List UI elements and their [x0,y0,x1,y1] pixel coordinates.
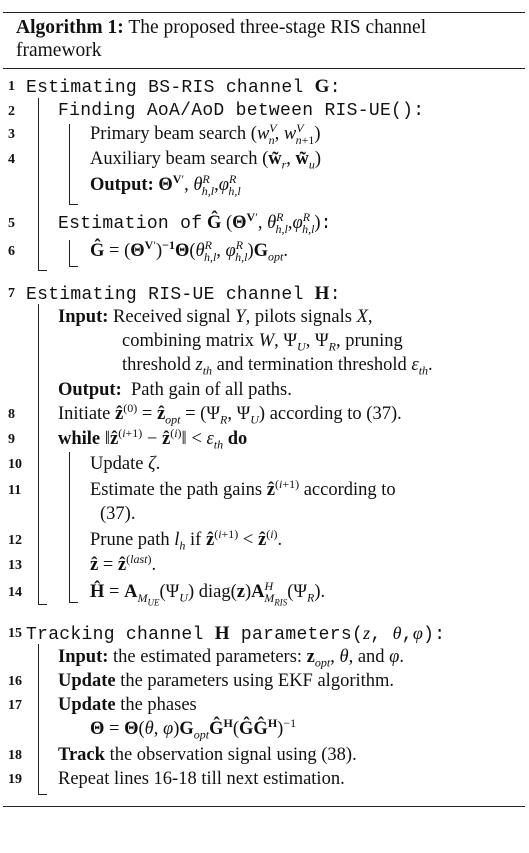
block-hook-stage3 [38,794,47,795]
line-text: Primary beam search ($w^V_n$, $w^V_{n+1}$) [90,120,321,147]
block-bar-finding [69,124,70,204]
line-number: 15 [8,626,22,641]
line-number: 6 [8,244,15,259]
block-hook-stage2 [38,604,47,605]
line-text: Input: the estimated parameters: $z_{opt}$, θ, and φ. [58,647,405,670]
line-text: while ‖ẑ$^{(i+1)}$ − ẑ$^{(i)}$‖ < $\varepsilon_{th}$ do [58,425,248,452]
block-bar-stage3 [38,644,39,794]
block-bar-estimation [69,240,70,266]
block-hook-while [69,602,78,603]
line-text: Estimating BS-RIS channel G: [26,76,341,98]
line-number: 11 [8,483,22,498]
line-text: threshold $z_{th}$ and termination threshold $\varepsilon_{th}$. [122,355,433,378]
bottom-rule [3,806,525,807]
line-text: Initiate ẑ$^{(0)}$ = ẑ$_{opt}$ = ($\Psi_R$, $\Psi_U$) according to (37). [58,400,402,427]
block-hook-stage1 [38,270,47,271]
line-number: 19 [8,772,22,787]
line-number: 9 [8,432,15,447]
line-text: Input: Received signal Y, pilots signals X, [58,307,373,327]
line-number: 12 [8,533,22,548]
line-text: (37). [100,504,136,524]
block-hook-finding [69,204,78,205]
line-text: Repeat lines 16-18 till next estimation. [58,769,345,789]
line-number: 2 [8,104,15,119]
block-bar-while [69,452,70,602]
line-text: Output: Path gain of all paths. [58,380,292,400]
line-number: 13 [8,558,22,573]
line-text: Finding AoA/AoD between RIS-UE(): [58,101,425,121]
line-number: 16 [8,674,22,689]
block-bar-stage1 [38,98,39,270]
caption-rule [3,68,525,69]
block-hook-estimation [69,266,78,267]
algorithm-caption [16,16,486,62]
line-number: 1 [8,79,15,94]
line-number: 8 [8,407,15,422]
line-text: Tracking channel H parameters(z, θ,φ): [26,623,446,645]
line-number: 3 [8,127,15,142]
line-number: 17 [8,698,22,713]
line-text: Θ = Θ(θ, $\varphi)G_{opt}Ĝ^H(ĜĜ^H)^{-1}$ [90,715,297,742]
line-number: 18 [8,748,22,763]
line-text: Ĥ = $A_{M_{UE}}(\Psi_U)$ $diag(z)A^H_{M_{RIS}}(\Psi_R)$. [90,578,326,608]
line-number: 4 [8,152,15,167]
line-text: Estimation of Ĝ ($\Theta^{V'}$, $\theta^R_{h,l},\varphi^R_{h,l}$): [58,209,332,236]
top-rule [3,12,525,13]
line-text: Update the parameters using EKF algorithm. [58,671,395,691]
algorithm-label: Algorithm 1: [16,17,124,38]
line-text: Estimating RIS-UE channel H: [26,283,341,305]
line-text: combining matrix W, $\Psi_U$, $\Psi_R$, pruning [122,331,403,354]
algorithm-title: The proposed three-stage RIS channel framework [16,17,427,61]
line-text: Update the phases [58,695,197,715]
block-bar-stage2 [38,304,39,604]
line-text: Ĝ = $(\Theta^{V'})^{-1}\Theta(\theta^R_{h,l}$, $\varphi^R_{h,l})G_{opt}$. [90,237,289,264]
line-text: ẑ = ẑ$^{(last)}$. [90,551,157,575]
line-text: Update ζ. [90,454,161,474]
line-text: Prune path $l_h$ if ẑ$^{(i+1)}$ < ẑ$^{(i)}$. [90,526,283,553]
line-number: 14 [8,585,22,600]
line-text: Estimate the path gains ẑ$^{(i+1)}$ according to [90,476,396,500]
line-number: 7 [8,286,15,301]
line-number: 10 [8,457,22,472]
line-text: Output: $\Theta^{V'}$, $\theta^R_{h,l},\varphi^R_{h,l}$ [90,171,241,198]
line-text: Auxiliary beam search ($w̃_r$, $w̃_u$) [90,149,322,172]
line-number: 5 [8,216,15,231]
line-text: Track the observation signal using (38). [58,745,357,765]
